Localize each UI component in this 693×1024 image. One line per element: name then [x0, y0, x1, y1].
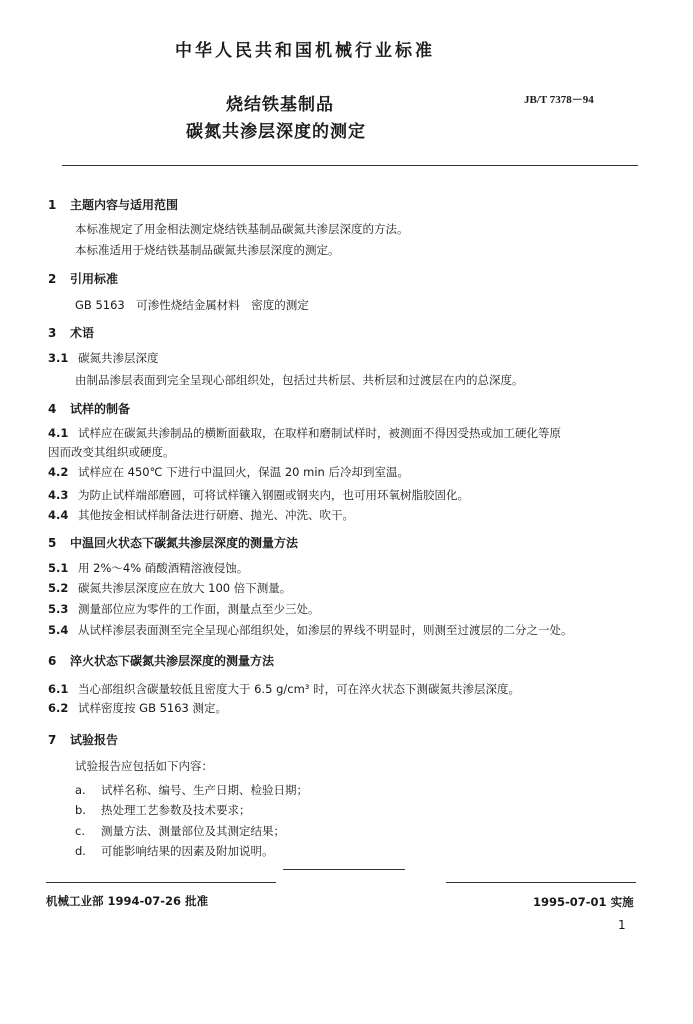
section-1-paragraph-2: 本标准适用于烧结铁基制品碳氮共渗层深度的测定。 [75, 243, 340, 257]
clause-4-1-continuation: 因而改变其组织或硬度。 [48, 445, 175, 459]
section-1-title: 主题内容与适用范围 [70, 198, 179, 212]
report-item-c-label: c. [75, 824, 85, 838]
clause-4-3 [48, 487, 469, 503]
clause-5-1 [48, 560, 248, 576]
clause-5-3-text: 测量部位应为零件的工作面，测量点至少三处。 [78, 602, 320, 616]
clause-6-1-text: 当心部组织含碳量较低且密度大于 6.5 g/cm³ 时，可在淬火状态下测碳氮共渗层深度。 [78, 682, 521, 696]
section-6-number: 6 [48, 654, 57, 668]
report-item-a-text: 试样名称、编号、生产日期、检验日期； [101, 783, 308, 797]
clause-6-2 [48, 700, 227, 716]
implementation-date: 1995-07-01 实施 [533, 895, 634, 909]
clause-6-1-number: 6.1 [48, 682, 69, 696]
section-3-title: 术语 [70, 326, 95, 340]
clause-4-4-text: 其他按金相试样制备法进行研磨、抛光、冲洗、吹干。 [78, 508, 354, 522]
clause-5-3 [48, 601, 320, 617]
clause-5-2-number: 5.2 [48, 581, 69, 595]
clause-5-4-number: 5.4 [48, 623, 69, 637]
section-7-title: 试验报告 [70, 733, 119, 747]
section-2-title: 引用标准 [70, 272, 119, 286]
doc-title-line1: 烧结铁基制品 [226, 95, 334, 115]
section-5-heading [48, 534, 298, 551]
report-item-b [75, 802, 251, 818]
section-6-heading [48, 652, 274, 669]
clause-3-1-number: 3.1 [48, 351, 69, 365]
clause-6-2-number: 6.2 [48, 701, 69, 715]
section-6-title: 淬火状态下碳氮共渗层深度的测量方法 [70, 654, 275, 668]
clause-4-1-text: 试样应在碳氮共渗制品的横断面截取，在取样和磨制试样时，被测面不得因受热或加工硬化等原 [78, 426, 561, 440]
report-intro: 试验报告应包括如下内容： [75, 759, 213, 773]
report-item-b-text: 热处理工艺参数及技术要求； [101, 803, 251, 817]
section-2-heading [48, 270, 118, 287]
footer-right-rule [446, 882, 636, 883]
report-item-d-label: d. [75, 844, 86, 858]
clause-5-1-number: 5.1 [48, 561, 69, 575]
clause-4-2-text: 试样应在 450℃ 下进行中温回火，保温 20 min 后冷却到室温。 [78, 465, 409, 479]
clause-5-2-text: 碳氮共渗层深度应在放大 100 倍下测量。 [78, 581, 292, 595]
approval-statement: 机械工业部 1994-07-26 批准 [46, 894, 209, 908]
section-3-number: 3 [48, 326, 57, 340]
normative-reference: GB 5163 可渗性烧结金属材料 密度的测定 [75, 298, 309, 312]
clause-4-1 [48, 425, 561, 441]
clause-4-1-number: 4.1 [48, 426, 69, 440]
report-item-a [75, 782, 308, 798]
footer-left-rule [46, 882, 276, 883]
report-item-c-text: 测量方法、测量部位及其测定结果； [101, 824, 285, 838]
clause-5-4-text: 从试样渗层表面测至完全呈现心部组织处，如渗层的界线不明显时，则测至过渡层的二分之一处。 [78, 623, 573, 637]
report-item-c [75, 823, 285, 839]
section-4-heading [48, 400, 130, 417]
report-item-d-text: 可能影响结果的因素及附加说明。 [101, 844, 274, 858]
report-item-a-label: a. [75, 783, 86, 797]
clause-6-2-text: 试样密度按 GB 5163 测定。 [78, 701, 228, 715]
clause-4-3-text: 为防止试样端部磨圆，可将试样镶入钢圈或钢夹内，也可用环氧树脂胶固化。 [78, 488, 469, 502]
section-5-number: 5 [48, 536, 57, 550]
clause-4-2-number: 4.2 [48, 465, 69, 479]
clause-4-2 [48, 464, 409, 480]
org-title: 中华人民共和国机械行业标准 [175, 41, 435, 61]
section-1-number: 1 [48, 198, 57, 212]
standard-number: JB/T 7378－94 [524, 94, 594, 106]
section-1-heading [48, 196, 178, 213]
clause-3-1 [48, 350, 159, 366]
section-5-title: 中温回火状态下碳氮共渗层深度的测量方法 [70, 536, 299, 550]
clause-5-3-number: 5.3 [48, 602, 69, 616]
section-1-paragraph-1: 本标准规定了用金相法测定烧结铁基制品碳氮共渗层深度的方法。 [75, 222, 409, 236]
report-item-d [75, 843, 274, 859]
clause-6-1 [48, 681, 520, 697]
footer-center-rule [283, 869, 405, 870]
clause-5-1-text: 用 2%～4% 硝酸酒精溶液侵蚀。 [78, 561, 249, 575]
clause-3-1-term: 碳氮共渗层深度 [78, 351, 159, 365]
report-item-b-label: b. [75, 803, 86, 817]
section-4-title: 试样的制备 [70, 402, 131, 416]
clause-4-4-number: 4.4 [48, 508, 69, 522]
section-4-number: 4 [48, 402, 57, 416]
clause-5-4 [48, 622, 573, 638]
header-divider [62, 165, 638, 166]
doc-title-line2: 碳氮共渗层深度的测定 [186, 122, 366, 142]
section-3-heading [48, 324, 94, 341]
clause-3-1-definition: 由制品渗层表面到完全呈现心部组织处，包括过共析层、共析层和过渡层在内的总深度。 [75, 373, 524, 387]
clause-4-3-number: 4.3 [48, 488, 69, 502]
section-2-number: 2 [48, 272, 57, 286]
section-7-heading [48, 731, 118, 748]
clause-5-2 [48, 580, 291, 596]
clause-4-4 [48, 507, 354, 523]
page-number: 1 [618, 918, 626, 932]
section-7-number: 7 [48, 733, 57, 747]
